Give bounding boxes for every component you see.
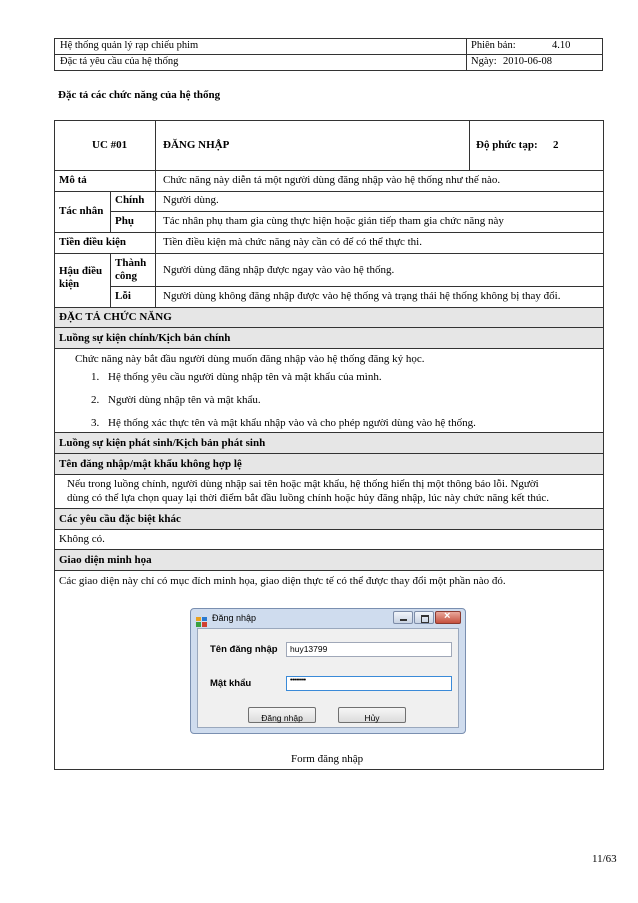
- form-client-area: [197, 628, 459, 728]
- main-flow-intro: Chức năng này bắt đầu người dùng muốn đăng nhập vào hệ thống đăng ký học.: [75, 353, 425, 365]
- col-line: [110, 191, 111, 232]
- form-window-title: Đăng nhập: [212, 613, 257, 623]
- post-fail-label: Lỗi: [115, 290, 131, 302]
- username-value: huy13799: [290, 644, 328, 654]
- alt-case-title: Tên đăng nhập/mật khẩu không hợp lệ: [59, 458, 242, 470]
- section-title: Đặc tả các chức năng của hệ thống: [58, 89, 221, 101]
- header-hline: [54, 54, 603, 55]
- special-title: Các yêu cầu đặc biệt khác: [59, 513, 181, 525]
- step-number: 2.: [91, 394, 100, 406]
- post-success-text: Người dùng đăng nhập được ngay vào vào hệ thống.: [163, 264, 395, 276]
- version-label: Phiên bản:: [471, 40, 516, 51]
- form-caption: Form đăng nhập: [291, 753, 364, 765]
- password-input[interactable]: [286, 676, 452, 691]
- row-line: [54, 232, 604, 233]
- uc-name: ĐĂNG NHẬP: [163, 139, 230, 151]
- ui-title: Giao diện minh họa: [59, 554, 152, 566]
- uc-header-vline-1: [155, 120, 156, 170]
- step-number: 1.: [91, 371, 100, 383]
- cancel-button-label: Hủy: [364, 713, 380, 723]
- row-line: [54, 474, 604, 475]
- main-flow-title: Luồng sự kiện chính/Kịch bản chính: [59, 332, 231, 344]
- uc-id: UC #01: [92, 139, 128, 151]
- date-value: 2010-06-08: [503, 56, 552, 67]
- step-text: Hệ thống xác thực tên và mật khẩu nhập vào và cho phép người dùng vào hệ thống.: [108, 417, 476, 429]
- password-label: Mật khẩu: [210, 678, 252, 689]
- precondition-label: Tiền điều kiện: [59, 236, 127, 248]
- precondition-text: Tiền điều kiện mà chức năng này cần có để có thể thực thi.: [163, 236, 422, 248]
- close-button[interactable]: [435, 611, 461, 624]
- post-success-label: Thành công: [115, 257, 147, 282]
- complexity-value: 2: [553, 139, 559, 151]
- page-number: 11/63: [592, 853, 617, 865]
- actor-label: Tác nhân: [59, 205, 104, 217]
- row-line: [110, 211, 604, 212]
- ui-text: Các giao diện này chỉ có mục đích minh họa, giao diện thực tế có thể được thay đổi một phần nào đó.: [59, 575, 506, 587]
- system-name: Hệ thống quản lý rạp chiếu phim: [60, 40, 199, 51]
- login-form-window: [190, 608, 466, 734]
- username-input[interactable]: [286, 642, 452, 657]
- alt-case-line-1: Nếu trong luồng chính, người dùng nhập sai tên hoặc mật khẩu, hệ thống hiển thị một thông báo lỗi. Người: [67, 478, 539, 490]
- row-line: [54, 327, 604, 328]
- alt-flow-title: Luồng sự kiện phát sinh/Kịch bản phát sinh: [59, 437, 266, 449]
- maximize-button[interactable]: [414, 611, 434, 624]
- step-text: Người dùng nhập tên và mật khẩu.: [108, 394, 261, 406]
- actor-primary-text: Người dùng.: [163, 194, 219, 206]
- login-button-label: Đăng nhập: [261, 713, 303, 723]
- row-line: [54, 170, 604, 171]
- special-text: Không có.: [59, 533, 105, 545]
- complexity-label: Độ phức tạp:: [476, 139, 538, 151]
- step-text: Hệ thống yêu cầu người dùng nhập tên và mật khẩu của mình.: [108, 371, 382, 383]
- minimize-icon: [400, 619, 407, 621]
- col-line: [155, 170, 156, 307]
- actor-secondary-label: Phụ: [115, 215, 134, 227]
- row-line: [54, 348, 604, 349]
- postcondition-label: Hậu điều kiện: [59, 265, 103, 290]
- row-line: [54, 529, 604, 530]
- post-fail-text: Người dùng không đăng nhập được vào hệ thống và trạng thái hệ thống không bị thay đổi.: [163, 290, 561, 302]
- row-line: [54, 549, 604, 550]
- row-line: [54, 508, 604, 509]
- version-value: 4.10: [552, 40, 571, 51]
- row-line: [54, 191, 604, 192]
- row-line: [54, 570, 604, 571]
- form-app-icon: [196, 614, 207, 624]
- uc-header-vline-2: [469, 120, 470, 170]
- alt-case-line-2: dùng có thể lựa chọn quay lại thời điểm bắt đầu luồng chính hoặc hủy đăng nhập, lúc này chức năng kết thúc.: [67, 492, 550, 504]
- login-button[interactable]: [248, 707, 316, 723]
- description-text: Chức năng này diễn tả một người dùng đăng nhập vào hệ thống như thế nào.: [163, 174, 501, 186]
- doc-title: Đặc tả yêu cầu của hệ thống: [60, 56, 179, 67]
- cancel-button[interactable]: [338, 707, 406, 723]
- actor-secondary-text: Tác nhân phụ tham gia cùng thực hiện hoặc gián tiếp tham gia chức năng này: [163, 215, 504, 227]
- close-icon: ×: [444, 610, 451, 622]
- row-line: [54, 253, 604, 254]
- maximize-icon: [421, 615, 429, 623]
- password-value: ••••••••: [290, 677, 306, 684]
- step-number: 3.: [91, 417, 100, 429]
- row-line: [54, 453, 604, 454]
- row-line: [110, 286, 604, 287]
- username-label: Tên đăng nhập: [210, 644, 278, 655]
- actor-primary-label: Chính: [115, 194, 145, 206]
- date-label: Ngày:: [471, 56, 497, 67]
- row-line: [54, 432, 604, 433]
- header-vline: [466, 38, 467, 71]
- description-label: Mô tả: [59, 174, 87, 186]
- spec-title: ĐẶC TẢ CHỨC NĂNG: [59, 311, 172, 323]
- minimize-button[interactable]: [393, 611, 413, 624]
